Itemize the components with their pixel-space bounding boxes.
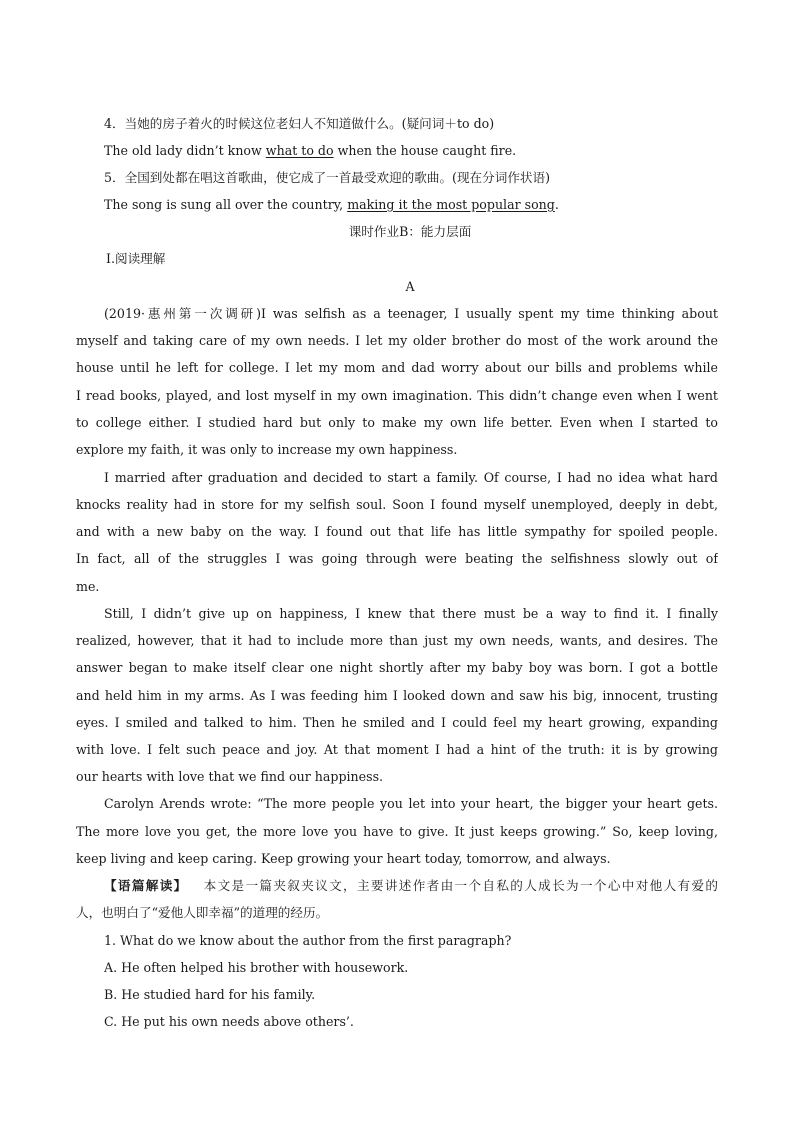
p1-line: myself and taking care of my own needs. I let my older brother do most of the work around the	[76, 333, 718, 348]
translation-q5-english	[104, 196, 746, 213]
p1-line: to college either. I studied hard but only to make my own life better. Even when I started to	[76, 415, 718, 430]
part-heading: Ⅰ.阅读理解	[106, 251, 166, 266]
p2-line: knocks reality had in store for my selfish soul. Soon I found myself unemployed, deeply in debt,	[76, 497, 718, 512]
question-1-option-c: C. He put his own needs above others’.	[104, 1014, 354, 1029]
p1-line: house until he left for college. I let my mom and dad worry about our bills and problems while	[76, 360, 718, 375]
p3-line: answer began to make itself clear one night shortly after my baby boy was born. I got a bottle	[76, 660, 718, 675]
translation-q4-english	[104, 142, 746, 159]
p1-line: (2019·惠州第一次调研)I was selfish as a teenager, I usually spent my time thinking about	[104, 306, 718, 321]
p2-line: and with a new baby on the way. I found out that life has little sympathy for spoiled people.	[76, 524, 718, 539]
p4-line: Carolyn Arends wrote: “The more people you let into your heart, the bigger your heart gets.	[104, 796, 718, 811]
q4-answer-prefix: The old lady didn’t know	[104, 143, 266, 158]
translation-q4-chinese: 4．当她的房子着火的时候这位老妇人不知道做什么。(疑问词＋to do)	[104, 116, 495, 131]
p3-line: our hearts with love that we find our happiness.	[76, 769, 384, 784]
analysis-text: 本文是一篇夹叙夹议文，主要讲述作者由一个自私的人成长为一个心中对他人有爱的	[203, 878, 718, 893]
q5-underlined-answer: making it the most popular song	[347, 197, 555, 212]
question-1-option-a: A. He often helped his brother with housework.	[104, 960, 409, 975]
p2-line: me.	[76, 579, 100, 594]
p1-line: I read books, played, and lost myself in my own imagination. This didn’t change even when I went	[76, 388, 718, 403]
p3-line: Still, I didn’t give up on happiness, I knew that there must be a way to find it. I finally	[104, 606, 718, 621]
q5-answer-suffix: .	[554, 197, 559, 212]
p3-line: and held him in my arms. As I was feeding him I looked down and saw his big, innocent, trusting	[76, 688, 718, 703]
p4-line: The more love you get, the more love you have to give. It just keeps growing.” So, keep loving,	[76, 824, 718, 839]
p3-line: realized, however, that it had to include more than just my own needs, wants, and desires. The	[76, 633, 718, 648]
q4-answer-suffix: when the house caught fire.	[333, 143, 517, 158]
question-1-stem: 1. What do we know about the author from the first paragraph?	[104, 933, 512, 948]
p2-line: In fact, all of the struggles I was going through were beating the selfishness slowly out of	[76, 551, 718, 566]
q4-underlined-answer: what to do	[265, 143, 334, 158]
analysis-line-2: 人，也明白了“爱他人即幸福”的道理的经历。	[76, 905, 329, 920]
q5-answer-prefix: The song is sung all over the country,	[104, 197, 348, 212]
analysis-label: 【语篇解读】	[104, 878, 188, 893]
question-1-option-b: B. He studied hard for his family.	[104, 987, 316, 1002]
p3-line: with love. I felt such peace and joy. At that moment I had a hint of the truth: it is by growing	[76, 742, 718, 757]
p4-line: keep living and keep caring. Keep growing your heart today, tomorrow, and always.	[76, 851, 611, 866]
p1-line: explore my faith, it was only to increase my own happiness.	[76, 442, 458, 457]
p2-line: I married after graduation and decided to start a family. Of course, I had no idea what hard	[104, 470, 718, 485]
translation-q5-chinese: 5．全国到处都在唱这首歌曲，使它成了一首最受欢迎的歌曲。(现在分词作状语)	[104, 170, 551, 185]
section-title: 课时作业B：能力层面	[348, 224, 472, 239]
p3-line: eyes. I smiled and talked to him. Then he smiled and I could feel my heart growing, expanding	[76, 715, 718, 730]
passage-letter: A	[405, 279, 415, 294]
analysis-line	[104, 877, 718, 894]
